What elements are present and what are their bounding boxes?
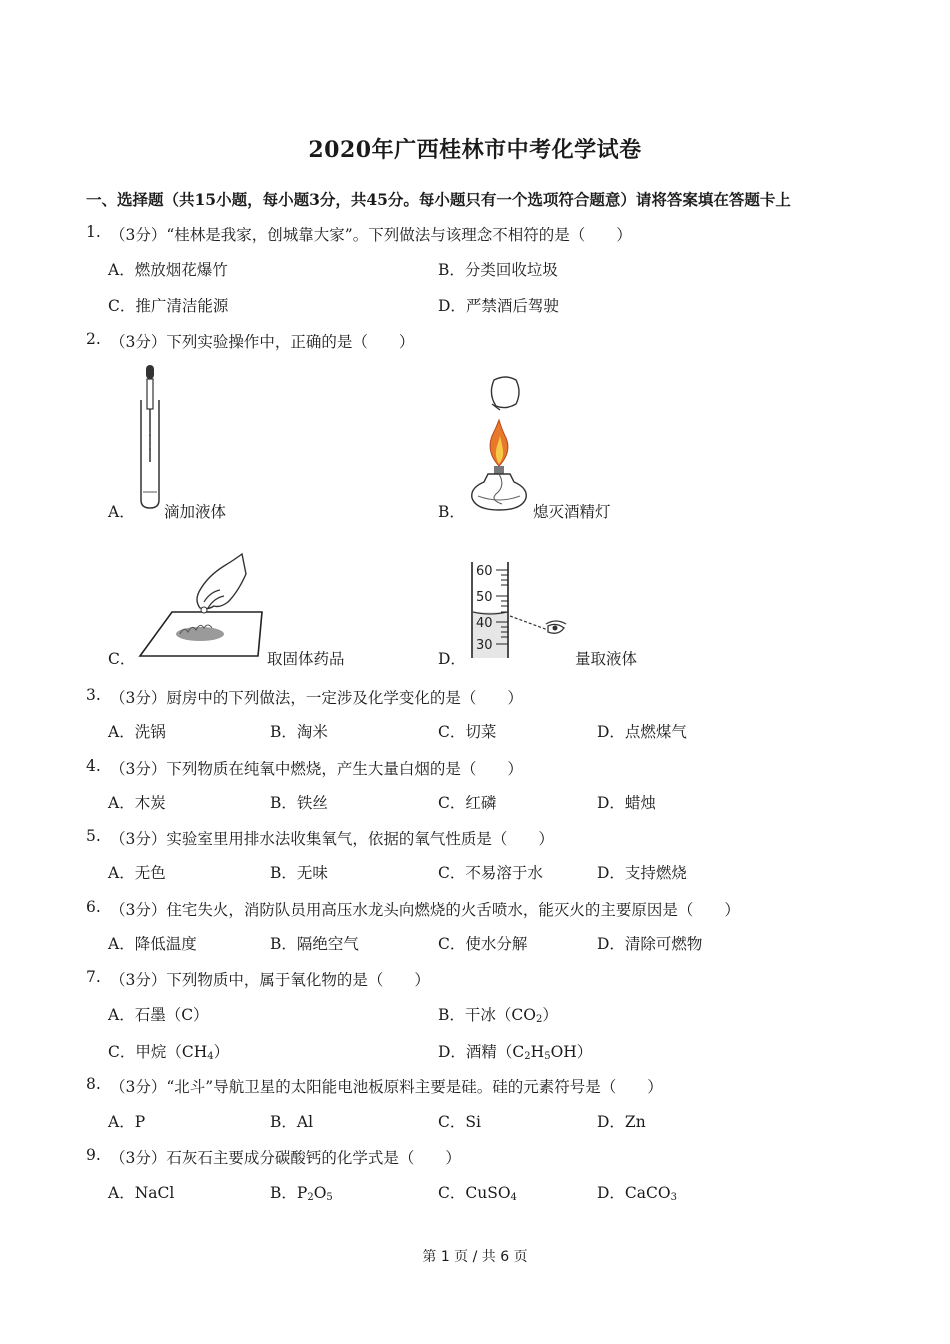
question-4-option-c: C．红磷 (438, 794, 497, 812)
question-9-number: 9. (86, 1146, 101, 1164)
question-2-stem: （3分）下列实验操作中，正确的是（ ） (110, 333, 415, 351)
question-2-option-c-letter: C． (108, 650, 136, 668)
question-9-option-b: B．$P_2O_5$ (270, 1184, 333, 1203)
question-5-option-c: C．不易溶于水 (438, 864, 543, 882)
page-footer: 第 1 页 / 共 6 页 (422, 1249, 528, 1265)
question-5-number: 5. (86, 827, 101, 845)
question-6-option-d: D．清除可燃物 (597, 935, 703, 953)
question-5-option-b: B．无味 (270, 864, 328, 882)
question-2-option-a-letter: A． (108, 503, 135, 521)
question-4-option-d: D．蜡烛 (597, 794, 656, 812)
question-4-number: 4. (86, 757, 101, 775)
section-heading: 一、选择题（共15小题，每小题3分，共45分。每小题只有一个选项符合题意）请将答案填在答题卡上 (86, 190, 791, 209)
cylinder-tick-60: 60 (476, 564, 493, 579)
question-1-number: 1. (86, 223, 101, 241)
question-7-option-c: C．甲烷$(CH_4)$ (108, 1043, 230, 1062)
cylinder-tick-50: 50 (476, 590, 493, 605)
hand-solid-figure (138, 552, 264, 660)
question-3-option-d: D．点燃煤气 (597, 723, 687, 741)
question-8-stem: （3分）“北斗”导航卫星的太阳能电池板原料主要是硅。硅的元素符号是（ ） (110, 1078, 663, 1096)
question-5-stem: （3分）实验室里用排水法收集氧气，依据的氧气性质是（ ） (110, 830, 554, 848)
question-9-option-a: A．NaCl (108, 1184, 175, 1202)
question-2-option-a-caption: 滴加液体 (164, 503, 227, 521)
question-2-option-d-caption: 量取液体 (575, 650, 638, 668)
cylinder-tick-30: 30 (476, 638, 493, 653)
question-2-number: 2. (86, 330, 101, 348)
question-7-option-a: A．石墨（C） (108, 1006, 209, 1024)
question-6-option-b: B．隔绝空气 (270, 935, 359, 953)
question-9-option-d: D．CaCO$_3$ (597, 1184, 677, 1203)
question-7-stem: （3分）下列物质中，属于氧化物的是（ ） (110, 971, 430, 989)
question-1-option-c: C．推广清洁能源 (108, 297, 229, 315)
question-8-option-d: D．Zn (597, 1113, 646, 1131)
question-8-option-a: A．P (108, 1113, 146, 1131)
question-4-option-a: A．木炭 (108, 794, 166, 812)
question-2-option-b-letter: B． (438, 503, 465, 521)
question-2-option-c-caption: 取固体药品 (267, 650, 345, 668)
question-5-option-a: A．无色 (108, 864, 166, 882)
question-7-number: 7. (86, 968, 101, 986)
question-9-option-c: C．CuSO$_4$ (438, 1184, 517, 1203)
question-5-option-d: D．支持燃烧 (597, 864, 687, 882)
question-6-option-a: A．降低温度 (108, 935, 197, 953)
page-title: 2020年广西桂林市中考化学试卷 (308, 137, 642, 163)
question-1-stem: （3分）“桂林是我家，创城靠大家”。下列做法与该理念不相符的是（ ） (110, 226, 632, 244)
question-1-option-b: B．分类回收垃圾 (438, 261, 558, 279)
question-8-option-c: C．Si (438, 1113, 481, 1131)
question-7-option-b: B．干冰$(CO_2)$ (438, 1006, 558, 1025)
question-6-number: 6. (86, 898, 101, 916)
graduated-cylinder-figure (468, 560, 572, 660)
question-1-option-a: A．燃放烟花爆竹 (108, 261, 228, 279)
question-3-stem: （3分）厨房中的下列做法，一定涉及化学变化的是（ ） (110, 689, 523, 707)
question-2-option-d-letter: D． (438, 650, 466, 668)
question-4-stem: （3分）下列物质在纯氧中燃烧，产生大量白烟的是（ ） (110, 760, 523, 778)
cylinder-tick-40: 40 (476, 616, 493, 631)
question-8-number: 8. (86, 1075, 101, 1093)
question-4-option-b: B．铁丝 (270, 794, 328, 812)
question-7-option-d: D．酒精$(C_2H_5OH)$ (438, 1043, 593, 1062)
question-3-option-b: B．淘米 (270, 723, 328, 741)
question-9-stem: （3分）石灰石主要成分碳酸钙的化学式是（ ） (110, 1149, 461, 1167)
question-6-option-c: C．使水分解 (438, 935, 528, 953)
question-1-option-d: D．严禁酒后驾驶 (438, 297, 559, 315)
question-3-number: 3. (86, 686, 101, 704)
question-8-option-b: B．Al (270, 1113, 314, 1131)
dropper-figure (130, 362, 170, 514)
question-2-option-b-caption: 熄灭酒精灯 (533, 503, 611, 521)
question-3-option-a: A．洗锅 (108, 723, 166, 741)
question-3-option-c: C．切菜 (438, 723, 497, 741)
alcohol-lamp-figure (466, 374, 532, 516)
question-6-stem: （3分）住宅失火，消防队员用高压水龙头向燃烧的火舌喷水，能灭火的主要原因是（ ） (110, 901, 740, 919)
